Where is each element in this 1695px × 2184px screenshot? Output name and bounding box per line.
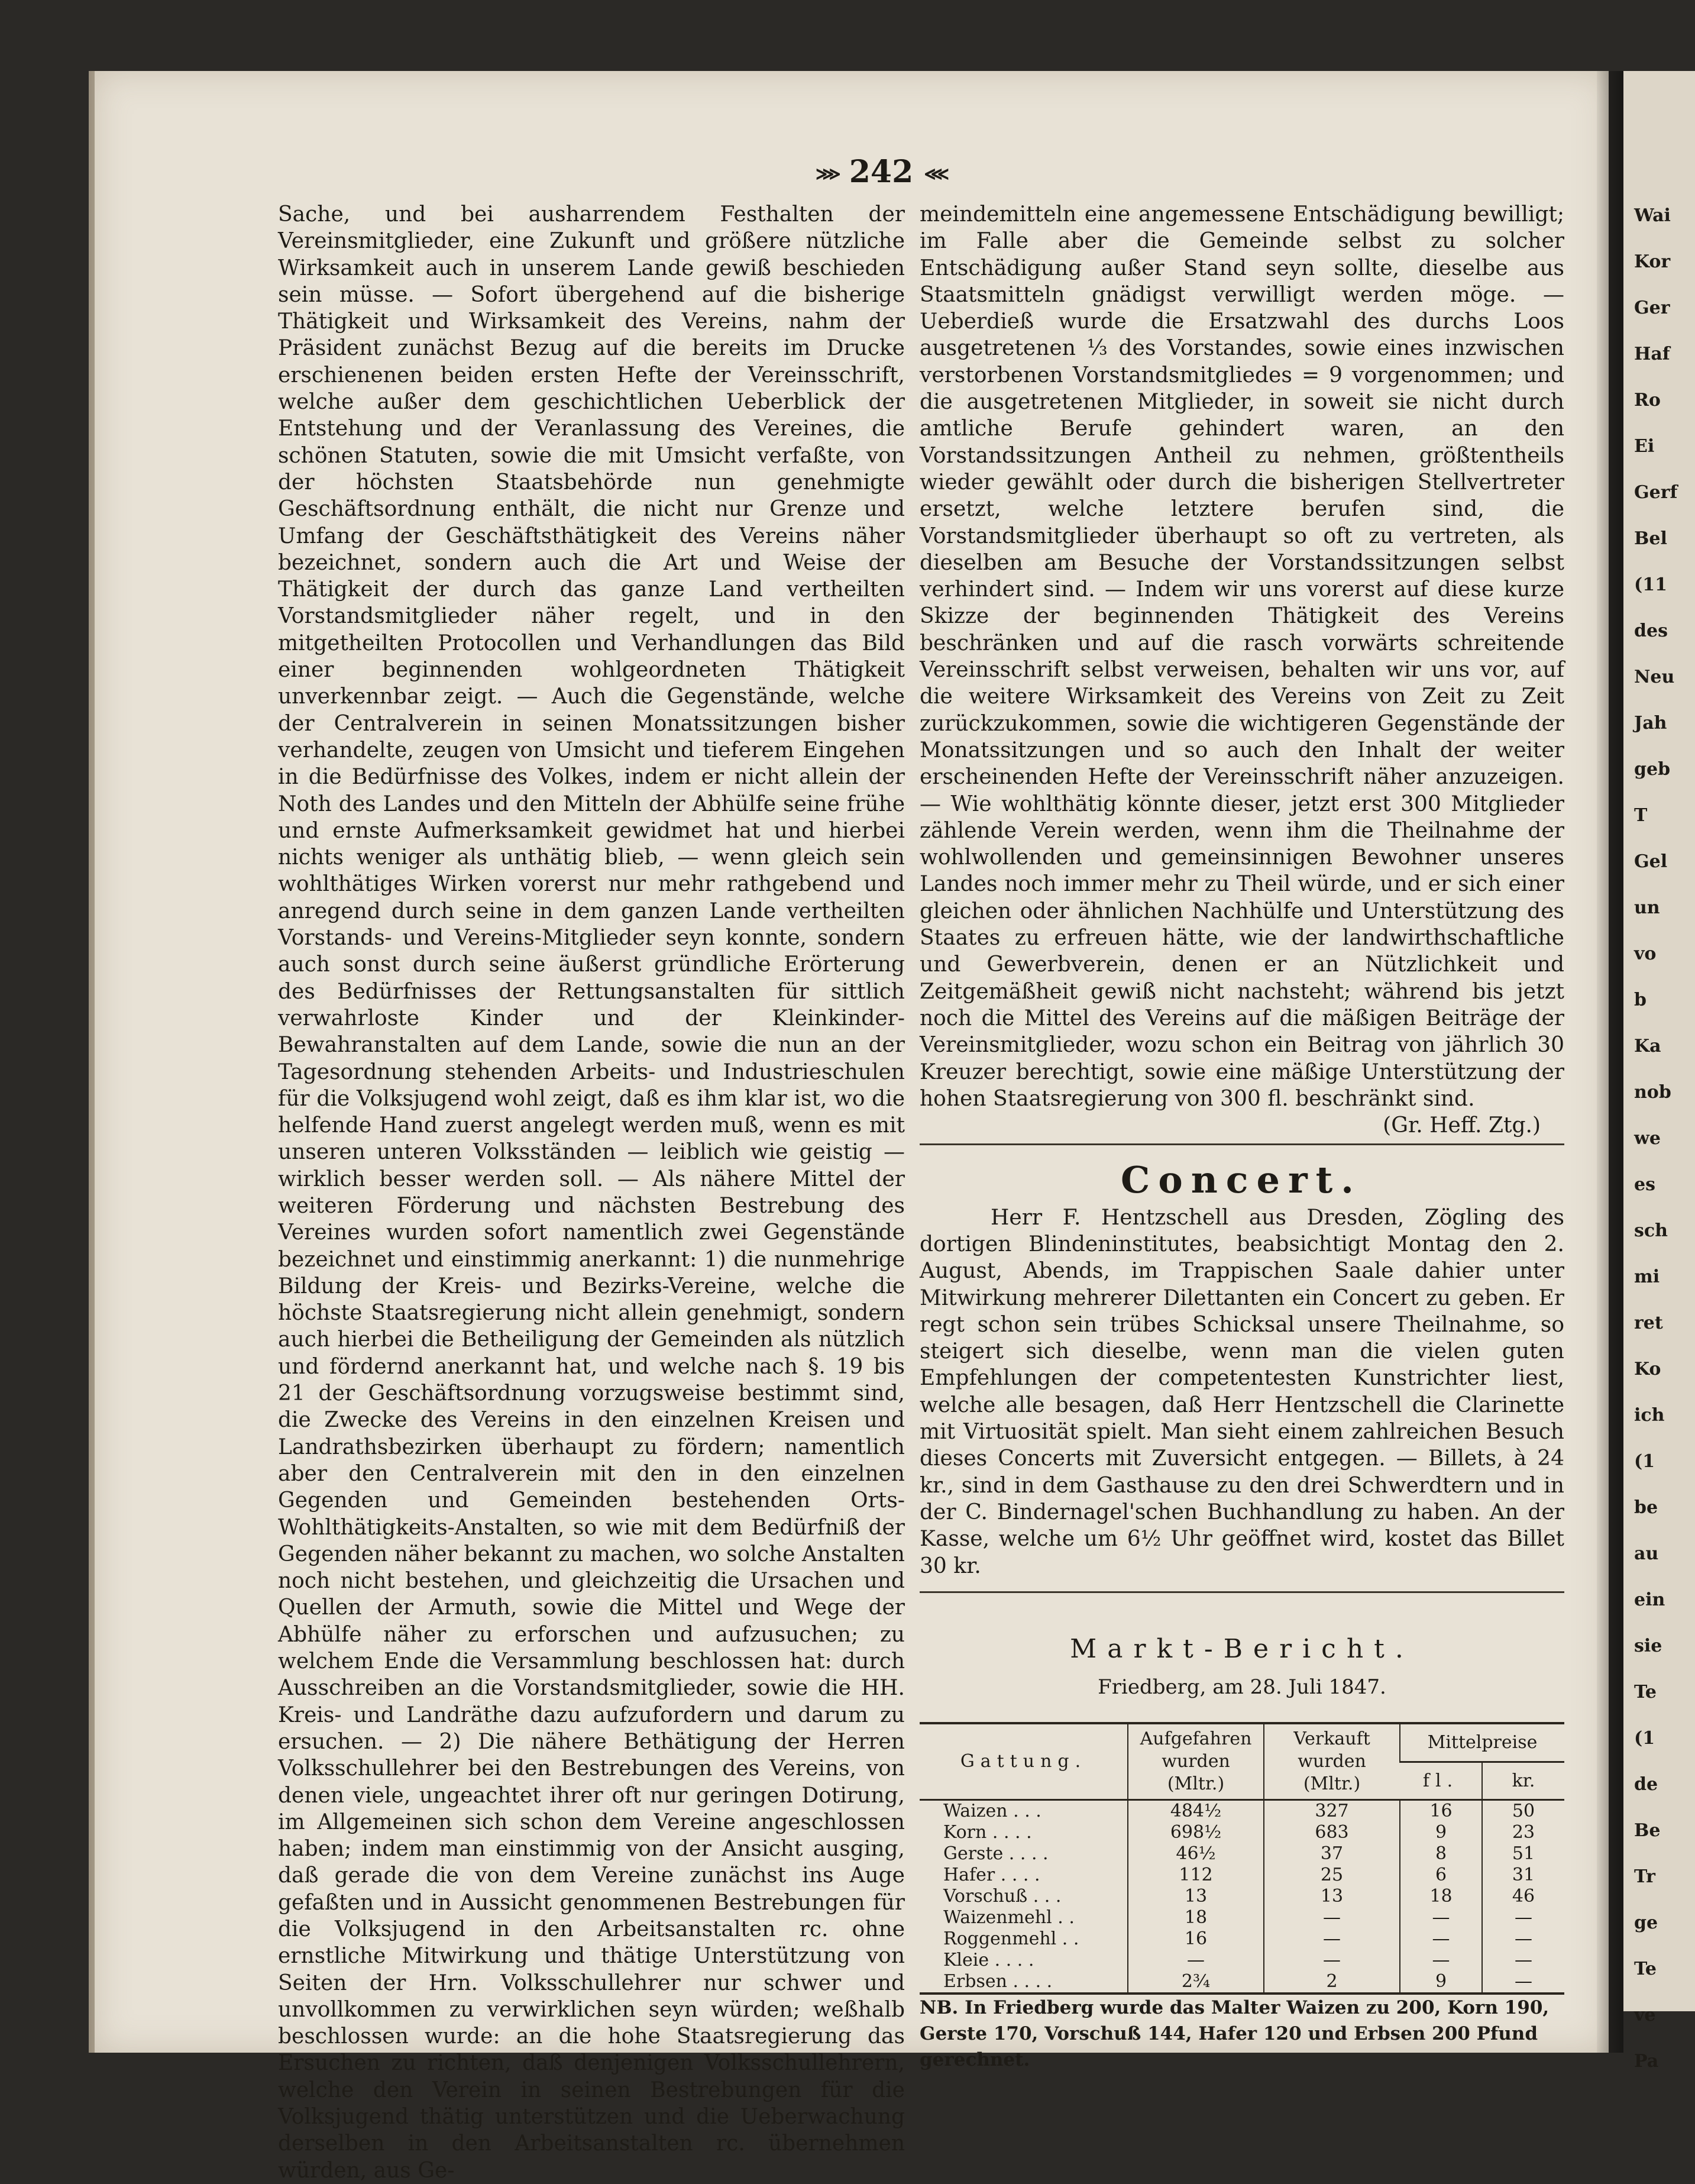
- adjacent-page-fragment: Ger: [1634, 298, 1670, 318]
- adjacent-page-fragment: Ei: [1634, 436, 1655, 457]
- header-kr: kr.: [1482, 1762, 1564, 1799]
- cell-verkauft: 13: [1264, 1886, 1400, 1907]
- adjacent-page-fragment: es: [1634, 1174, 1655, 1195]
- adjacent-page-fragment: des: [1634, 621, 1668, 641]
- cell-gattung: Korn . . . .: [943, 1822, 1032, 1843]
- adjacent-page-fragment: nob: [1634, 1082, 1671, 1103]
- adjacent-page-fragment: Ro: [1634, 390, 1661, 411]
- adjacent-page-fragment: Gerf: [1634, 482, 1678, 503]
- cell-kr: 31: [1482, 1865, 1564, 1886]
- cell-kr: 51: [1482, 1843, 1564, 1865]
- cell-aufgefahren: 484½: [1128, 1800, 1264, 1823]
- cell-kr: —: [1482, 1950, 1564, 1971]
- concert-heading: Concert.: [1121, 1158, 1362, 1202]
- cell-fl: —: [1400, 1950, 1482, 1971]
- header-verkauft: Verkauft wurden (Mltr.): [1264, 1723, 1400, 1800]
- adjacent-page-fragment: sie: [1634, 1636, 1662, 1656]
- adjacent-page-fragment: Te: [1634, 1682, 1657, 1702]
- cell-verkauft: 37: [1264, 1843, 1400, 1865]
- cell-fl: 6: [1400, 1865, 1482, 1886]
- adjacent-page-fragment: Tr: [1634, 1866, 1655, 1887]
- source-citation: (Gr. Heff. Ztg.): [1383, 1113, 1541, 1138]
- cell-aufgefahren: 18: [1128, 1907, 1264, 1928]
- left-column: [278, 201, 905, 2184]
- table-row: [920, 1843, 1564, 1865]
- header-mittelpreise: Mittelpreise: [1400, 1723, 1564, 1762]
- table-row: [920, 1907, 1564, 1928]
- page-header: [787, 154, 976, 190]
- cell-fl: —: [1400, 1928, 1482, 1950]
- cell-verkauft: 25: [1264, 1865, 1400, 1886]
- adjacent-page-fragment: Ko: [1634, 1359, 1661, 1379]
- adjacent-page-fragment: Jah: [1634, 713, 1667, 734]
- cell-fl: 8: [1400, 1843, 1482, 1865]
- cell-kr: —: [1482, 1907, 1564, 1928]
- cell-gattung: Gerste . . . .: [943, 1843, 1049, 1865]
- cell-kr: 50: [1482, 1800, 1564, 1823]
- table-row: [920, 1822, 1564, 1843]
- adjacent-page-fragment: ge: [1634, 1912, 1658, 1933]
- adjacent-page-fragment: Wai: [1634, 205, 1671, 226]
- cell-aufgefahren: 13: [1128, 1886, 1264, 1907]
- adjacent-page-fragment: Te: [1634, 1959, 1657, 1979]
- header-gattung: Gattung.: [920, 1723, 1128, 1800]
- header-fl: fl.: [1400, 1762, 1482, 1799]
- adjacent-page-fragment: vo: [1634, 944, 1657, 964]
- adjacent-page-fragment: be: [1634, 1497, 1658, 1518]
- cell-verkauft: —: [1264, 1928, 1400, 1950]
- section-divider: [920, 1143, 1564, 1145]
- cell-gattung: Roggenmehl . .: [943, 1928, 1079, 1950]
- cell-aufgefahren: 2¾: [1128, 1971, 1264, 1994]
- cell-fl: —: [1400, 1907, 1482, 1928]
- cell-kr: 23: [1482, 1822, 1564, 1843]
- left-column-text: Sache, und bei ausharrendem Festhalten der Vereinsmitglieder, eine Zukunft und größere nützliche Wirksamkeit auch in unserem Lande gewiß beschieden sein müsse. — Sofort übergehend auf die bisherige Thätigkeit und Wirksamkeit des Vereins, nahm der Präsident zunächst Bezug auf die bereits im Drucke erschienenen beiden ersten Hefte der Vereinsschrift, welche außer dem geschichtlichen Ueberblick der Entstehung und der Veranlassung des Vereines, die schönen Statuten, sowie die mit Umsicht verfaßte, von der höchsten Staatsbehörde nun genehmigte Geschäftsordnung enthält, die nicht nur Grenze und Umfang der Geschäftsthätigkeit des Vereins näher bezeichnet, sondern auch die Art und Weise der Thätigkeit der durch das ganze Land vertheilten Vorstandsmitglieder näher regelt, und in den mitgetheilten Protocollen und Verhandlungen das Bild einer beginnenden wohlgeordneten Thätigkeit unverkennbar zeigt. — Auch die Gegenstände, welche der Centralverein in seinen Monatssitzungen bisher verhandelte, zeugen von Umsicht und tieferem Eingehen in die Bedürfnisse des Volkes, indem er nicht allein der Noth des Landes und den Mitteln der Abhülfe seine frühe und ernste Aufmerksamkeit gewidmet hat und hierbei nichts weniger als unthätig blieb, — wenn gleich sein wohlthätiges Wirken vorerst nur mehr rathgebend und anregend durch seine in dem ganzen Lande vertheilten Vorstands- und Vereins-Mitglieder seyn konnte, sondern auch sonst durch seine äußerst gründliche Erörterung des Bedürfnisses der Rettungsanstalten für sittlich verwahrloste Kinder und der Kleinkinder-Bewahranstalten auf dem Lande, sowie die nun an der Tagesordnung stehenden Arbeits- und Industrieschulen für die Volksjugend wohl zeigt, daß es ihm klar ist, wo die helfende Hand zuerst angelegt werden muß, wenn es mit unseren unteren Volksständen — leiblich wie geistig — wirklich besser werden soll. — Als nähere Mittel der weiteren Förderung und nächsten Bestrebung des Vereines wurden sofort namentlich zwei Gegenstände bezeichnet und einstimmig anerkannt: 1) die nunmehrige Bildung der Kreis- und Bezirks-Vereine, welche die höchste Staatsregierung nicht allein genehmigt, sondern auch hierbei die Betheiligung der Gemeinden als nützlich und fördernd anerkannt hat, und welche nach §. 19 bis 21 der Geschäftsordnung vorzugsweise bestimmt sind, die Zwecke des Vereins in den einzelnen Kreisen und Landrathsbezirken überhaupt zu fördern; namentlich aber den Centralverein mit den in den einzelnen Gegenden und Gemeinden bestehenden Orts-Wohlthätigkeits-Anstalten, so wie mit dem Bedürfniß der Gegenden näher bekannt zu machen, wo solche Anstalten noch nicht bestehen, und gleichzeitig die Ursachen und Quellen der Armuth, sowie die Mittel und Wege der Abhülfe näher zu erforschen und aufzusuchen; zu welchem Ende die Versammlung beschlossen hat: durch Ausschreiben an die Vorstandsmitglieder, sowie die HH. Kreis- und Landräthe dazu aufzufordern und darum zu ersuchen. — 2) Die nähere Bethätigung der Herren Volksschullehrer bei den Bestrebungen des Vereins, von denen viele, ungeachtet ihrer oft nur geringen Dotirung, im Allgemeinen sich schon dem Vereine angeschlossen haben; indem man einstimmig von der Ansicht ausging, daß gerade die von dem Vereine zunächst ins Auge gefaßten und in Aussicht genommenen Bestrebungen für die Volksjugend in den Arbeitsanstalten rc. ohne ernstliche Mitwirkung und thätige Unterstützung von Seiten der Hrn. Volksschullehrer nur schwer und unvollkommen zu verwirklichen seyn würden; weßhalb beschlossen wurde: an die hohe Staatsregierung das Ersuchen zu richten, daß denjenigen Volksschullehrern, welche den Verein in seinen Bestrebungen für die Volksjugend thätig unterstützen und die Ueberwachung derselben in den Arbeitsanstalten rc. übernehmen würden, aus Ge-: [278, 202, 905, 2183]
- adjacent-page-fragment: (1: [1634, 1728, 1655, 1749]
- cell-kr: —: [1482, 1971, 1564, 1994]
- adjacent-page-fragment: we: [1634, 1128, 1661, 1149]
- page-number: 242: [849, 154, 914, 190]
- right-column: [920, 201, 1564, 2073]
- adjacent-page-fragment: Haf: [1634, 344, 1670, 364]
- adjacent-page-fragment: Be: [1634, 1820, 1661, 1841]
- market-report-date: Friedberg, am 28. Juli 1847.: [1098, 1675, 1386, 1700]
- cell-verkauft: 2: [1264, 1971, 1400, 1994]
- table-row: [920, 1928, 1564, 1950]
- header-ornament-right: ⋘: [924, 164, 947, 185]
- adjacent-page-fragment: sch: [1634, 1220, 1668, 1241]
- cell-gattung: Hafer . . . .: [943, 1865, 1040, 1886]
- header-aufgefahren: Aufgefahren wurden (Mltr.): [1128, 1723, 1264, 1800]
- adjacent-page-fragment: Neu: [1634, 667, 1675, 687]
- adjacent-page-fragment: T: [1634, 805, 1648, 826]
- adjacent-page-fragment: ve: [1634, 2005, 1656, 2025]
- table-row: [920, 1800, 1564, 1823]
- cell-aufgefahren: 112: [1128, 1865, 1264, 1886]
- concert-text: Herr F. Hentzschell aus Dresden, Zögling des dortigen Blindeninstitutes, beabsichtigt Montag den 2. August, Abends, im Trappischen Saale dahier unter Mitwirkung mehrerer Dilettanten ein Concert zu geben. Er regt schon sein trübes Schicksal unsere Theilnahme, so steigert sich dieselbe, wenn man die vielen guten Empfehlungen der competentesten Kunstrichter liest, welche alle besagen, daß Herr Hentzschell die Clarinette mit Virtuosität spielt. Man sieht einem zahlreichen Besuch dieses Concerts mit Zuversicht entgegen. — Billets, à 24 kr., sind in dem Gasthause zu den drei Schwerdtern und in der C. Bindernagel'schen Buchhandlung zu haben. An der Kasse, welche um 6½ Uhr geöffnet wird, kostet das Billet 30 kr.: [920, 1205, 1564, 1578]
- cell-aufgefahren: —: [1128, 1950, 1264, 1971]
- cell-fl: 9: [1400, 1971, 1482, 1994]
- page-gutter: [1597, 71, 1623, 2053]
- section-divider: [920, 1591, 1564, 1593]
- header-ornament-left: ⋙: [815, 164, 839, 185]
- cell-kr: —: [1482, 1928, 1564, 1950]
- cell-aufgefahren: 698½: [1128, 1822, 1264, 1843]
- adjacent-page-fragment: (11: [1634, 574, 1667, 595]
- adjacent-page-fragment: de: [1634, 1774, 1658, 1795]
- cell-gattung: Waizenmehl . .: [943, 1907, 1075, 1928]
- adjacent-page-edge: [1623, 71, 1695, 2072]
- market-price-table: [920, 1722, 1564, 1995]
- adjacent-page-fragment: ich: [1634, 1405, 1665, 1426]
- adjacent-page-fragment: (1: [1634, 1451, 1655, 1472]
- cell-gattung: Waizen . . .: [943, 1801, 1041, 1822]
- cell-fl: 18: [1400, 1886, 1482, 1907]
- adjacent-page-fragment: b: [1634, 990, 1647, 1010]
- cell-fl: 9: [1400, 1822, 1482, 1843]
- cell-fl: 16: [1400, 1800, 1482, 1823]
- adjacent-page-fragment: Ka: [1634, 1036, 1661, 1057]
- market-report-heading: Markt-Bericht.: [1070, 1633, 1414, 1664]
- table-row: [920, 1886, 1564, 1907]
- adjacent-page-fragment: geb: [1634, 759, 1671, 780]
- cell-verkauft: —: [1264, 1907, 1400, 1928]
- adjacent-page-fragment: Bel: [1634, 528, 1667, 549]
- cell-verkauft: 683: [1264, 1822, 1400, 1843]
- adjacent-page-fragment: ein: [1634, 1589, 1665, 1610]
- adjacent-page-fragment: mi: [1634, 1267, 1660, 1287]
- adjacent-page-fragment: au: [1634, 1543, 1659, 1564]
- adjacent-page-fragment: un: [1634, 897, 1660, 918]
- cell-aufgefahren: 46½: [1128, 1843, 1264, 1865]
- cell-kr: 46: [1482, 1886, 1564, 1907]
- adjacent-page-fragment: Kor: [1634, 251, 1671, 272]
- right-column-text: meindemitteln eine angemessene Entschädigung bewilligt; im Falle aber die Gemeinde selbst zu solcher Entschädigung außer Stand seyn sollte, dieselbe aus Staatsmitteln gnädigst verwilligt werden möge. — Ueberdieß wurde die Ersatzwahl des durchs Loos ausgetretenen ⅓ des Vorstandes, sowie eines inzwischen verstorbenen Vorstandsmitgliedes = 9 vorgenommen; und die ausgetretenen Mitglieder, in soweit sie nicht durch amtliche Berufe gehindert waren, an den Vorstandssitzungen Antheil zu nehmen, größtentheils wieder gewählt oder durch die bisherigen Stellvertreter ersetzt, welche letztere berufen sind, die Vorstandsmitglieder überhaupt so oft zu vertreten, als dieselben am Besuche der Vorstandssitzungen selbst verhindert sind. — Indem wir uns vorerst auf diese kurze Skizze der beginnenden Thätigkeit des Vereins beschränken und auf die rasch vorwärts schreitende Vereinsschrift selbst verweisen, behalten wir uns vor, auf die weitere Wirksamkeit des Vereins von Zeit zu Zeit zurückzukommen, sowie die wichtigeren Gegenstände der Monatssitzungen und so auch den Inhalt der weiter erscheinenden Hefte der Vereinsschrift näher anzuzeigen. — Wie wohlthätig könnte dieser, jetzt erst 300 Mitglieder zählende Verein werden, wenn ihm die Theilnahme der wohlwollenden und gemeinsinnigen Bewohner unseres Landes noch immer mehr zu Theil würde, und er sich einer gleichen oder ähnlichen Nachhülfe und Unterstützung des Staates zu erfreuen hätte, wie der landwirthschaftliche und Gewerbverein, denen er an Nützlichkeit und Zeitgemäßheit gewiß nicht nachsteht; während bis jetzt noch die Mittel des Vereins auf die mäßigen Beiträge der Vereinsmitglieder, wozu schon ein Beitrag von jährlich 30 Kreuzer berechtigt, sowie eine mäßige Unterstützung der hohen Staatsregierung von 300 fl. beschränkt sind.: [920, 202, 1564, 1111]
- adjacent-page-fragment: ret: [1634, 1313, 1663, 1333]
- cell-gattung: Kleie . . . .: [943, 1950, 1034, 1971]
- table-row: [920, 1865, 1564, 1886]
- table-row: [920, 1950, 1564, 1971]
- market-note: NB. In Friedberg wurde das Malter Waizen zu 200, Korn 190, Gerste 170, Vorschuß 144, Hafer 120 und Erbsen 200 Pfund gerechnet.: [920, 1997, 1550, 2071]
- cell-verkauft: —: [1264, 1950, 1400, 1971]
- cell-verkauft: 327: [1264, 1800, 1400, 1823]
- cell-gattung: Erbsen . . . .: [943, 1971, 1053, 1992]
- table-row: [920, 1971, 1564, 1994]
- cell-aufgefahren: 16: [1128, 1928, 1264, 1950]
- cell-gattung: Vorschuß . . .: [943, 1886, 1062, 1907]
- adjacent-page-fragment: Gel: [1634, 851, 1668, 872]
- adjacent-page-fragment: Pa: [1634, 2051, 1659, 2072]
